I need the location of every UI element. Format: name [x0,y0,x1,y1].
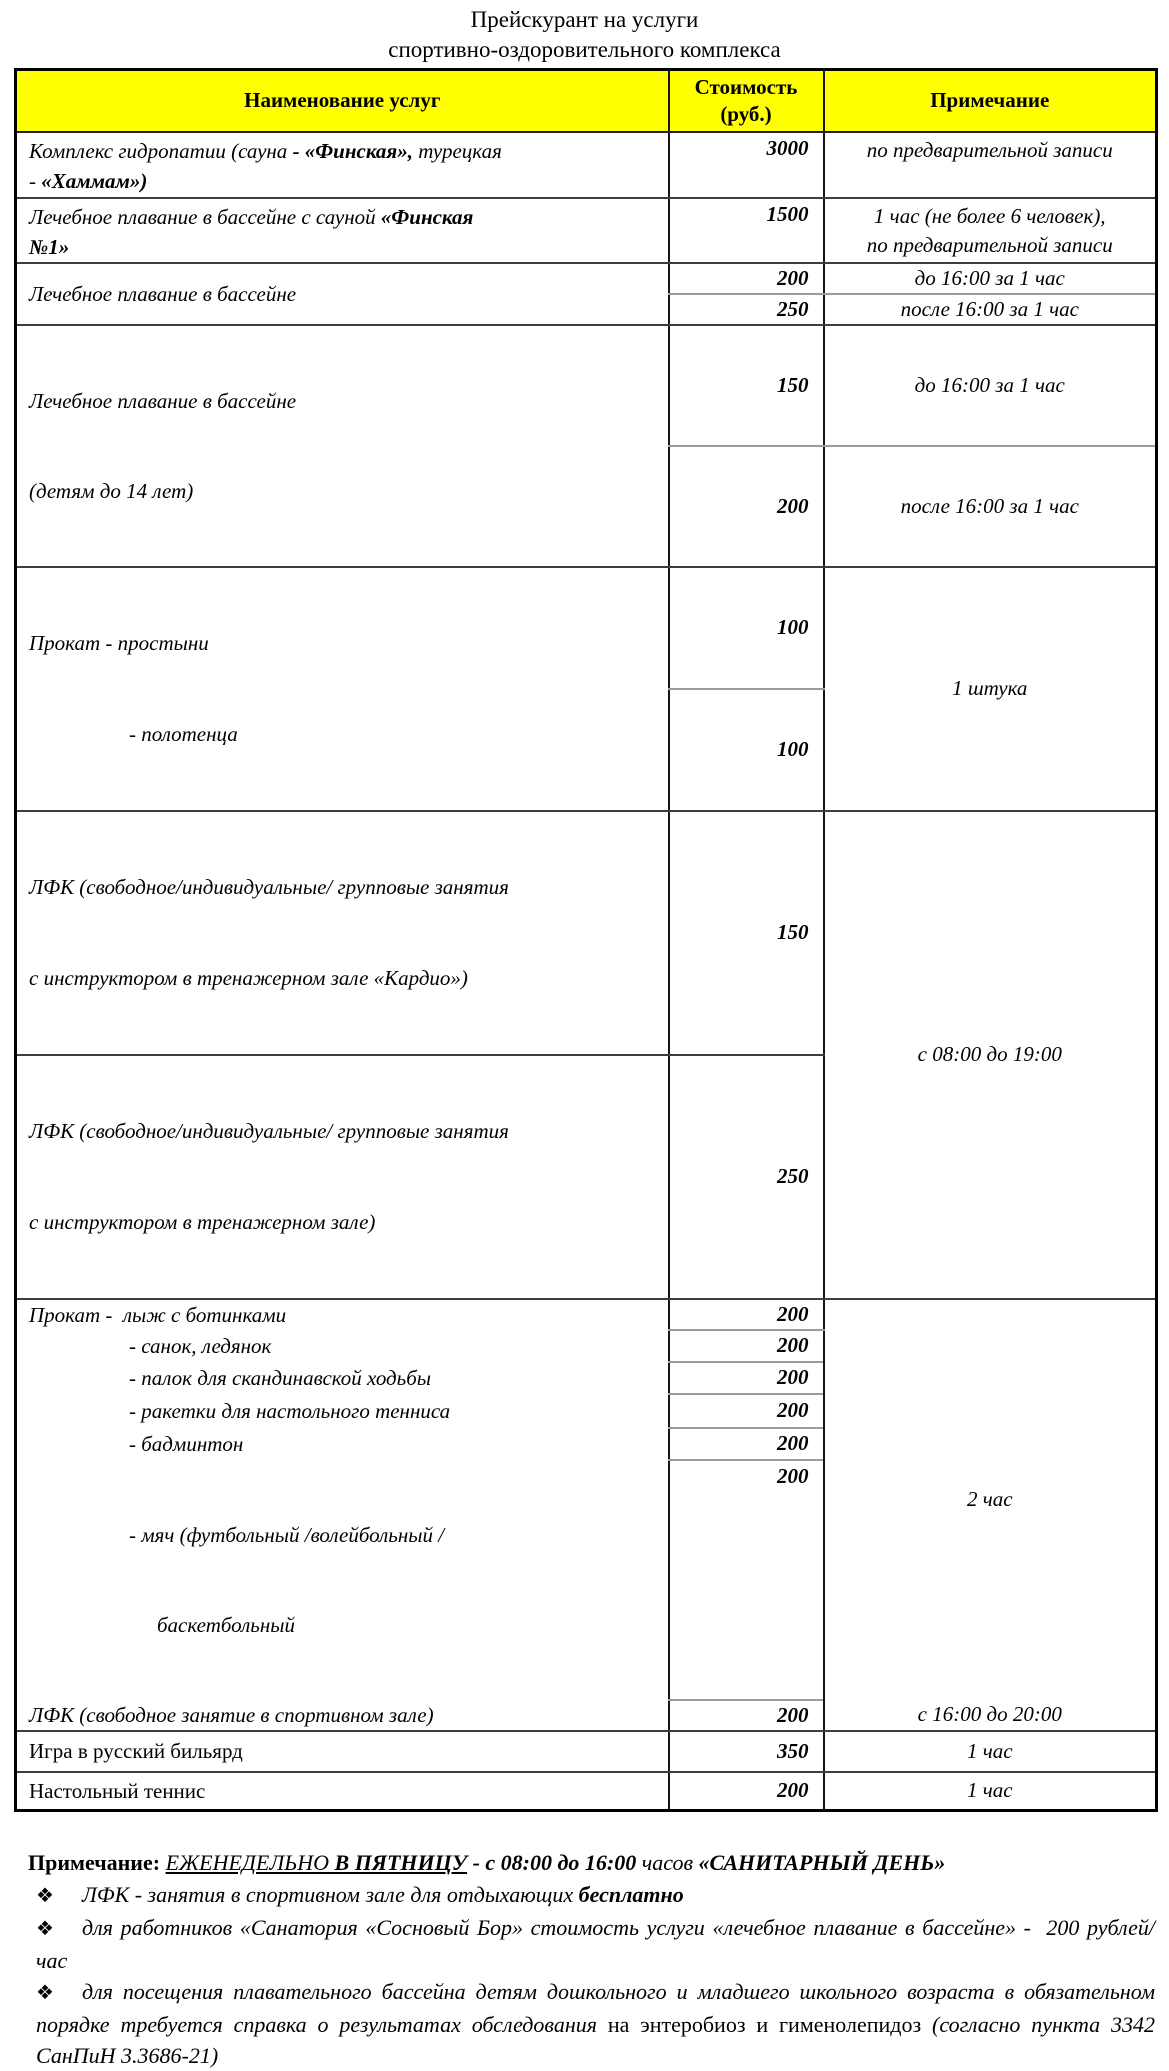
service-note: с 08:00 до 19:00 [824,811,1157,1299]
service-name: Лечебное плавание в бассейне [16,263,669,325]
service-name: Игра в русский бильярд [16,1731,669,1772]
footer-notes [0,1846,1169,2071]
service-price: 100 [669,567,824,689]
title-line1: Прейскурант на услуги [470,7,699,32]
service-price: 200 [669,1394,824,1428]
col-header-note: Примечание [824,70,1157,132]
table-row [16,567,1157,689]
service-note: 1 час [824,1772,1157,1811]
service-note: до 16:00 за 1 час [824,325,1157,446]
table-row [16,1700,1157,1731]
service-note: 2 час [824,1299,1157,1700]
service-price: 100 [669,689,824,811]
service-note: после 16:00 за 1 час [824,294,1157,325]
diamond-bullet-icon: ❖ [36,1982,54,2004]
table-row [16,1772,1157,1811]
service-price: 200 [669,1330,824,1362]
service-price: 250 [669,294,824,325]
service-price: 350 [669,1731,824,1772]
table-row [16,263,1157,294]
footer-bullet-3: ❖ для посещения плавательного бассейна детям дошкольного и младшего школьного возраста в обязательном порядке требуется справка о результатах обследования на энтеробиоз и гименолепидоз (согласно пункта 3342 СанПиН 3.3686-21) [36,1979,1161,2068]
service-name: Прокат - лыж с ботинками [29,1302,287,1327]
service-note: 1 час (не более 6 человек), по предварительной записи [824,198,1157,263]
service-note: по предварительной записи [824,132,1157,198]
service-note: 1 час [824,1731,1157,1772]
table-row [16,1299,1157,1330]
title-line2: спортивно-оздоровительного комплекса [388,37,781,62]
service-name: Настольный теннис [29,1778,206,1803]
service-name: Комплекс гидропатии (сауна - «Финская», турецкая - «Хаммам») [16,132,669,198]
service-price: 250 [669,1055,824,1299]
table-row [16,1731,1157,1772]
service-name: Прокат - простыни - полотенца [16,567,669,811]
footer-bullet-2: ❖ для работников «Санатория «Сосновый Бор» стоимость услуги «лечебное плавание в бассейне» - 200 рублей/час [36,1915,1155,1973]
footer-note-heading: Примечание: ЕЖЕНЕДЕЛЬНО В ПЯТНИЦУ - с 08:00 до 16:00 часов «САНИТАРНЫЙ ДЕНЬ» [28,1850,946,1875]
service-note: до 16:00 за 1 час [824,263,1157,294]
table-row [16,325,1157,446]
table-row [16,132,1157,198]
service-price: 200 [669,1299,824,1330]
service-price: 3000 [669,132,824,198]
service-price: 1500 [669,198,824,263]
service-name: - мяч (футбольный /волейбольный / баскетбольный [129,1522,445,1637]
page-title [0,0,1169,65]
service-name: - санок, ледянок [129,1333,272,1358]
service-note: с 16:00 до 20:00 [824,1700,1157,1731]
service-name: ЛФК (свободное занятие в спортивном зале) [16,1700,669,1731]
service-name: - ракетки для настольного тенниса [129,1398,451,1423]
header-row [16,70,1157,132]
service-name: ЛФК (свободное/индивидуальные/ групповые занятия с инструктором в тренажерном зале «Кардио») [16,811,669,1055]
diamond-bullet-icon: ❖ [36,1885,54,1907]
service-name: Лечебное плавание в бассейне (детям до 14 лет) [16,325,669,567]
col-header-name: Наименование услуг [16,70,669,132]
service-price: 200 [669,1362,824,1394]
col-header-price: Стоимость (руб.) [669,70,824,132]
price-table [14,68,1158,1812]
service-name: - палок для скандинавской ходьбы [129,1365,432,1390]
service-name: Лечебное плавание в бассейне с сауной «Финская №1» [16,198,669,263]
diamond-bullet-icon: ❖ [36,1918,54,1940]
service-name: - бадминтон [129,1431,244,1456]
service-price: 200 [669,1700,824,1731]
footer-bullet-1: ❖ ЛФК - занятия в спортивном зале для отдыхающих бесплатно [36,1879,1155,1912]
service-price: 200 [669,263,824,294]
table-row [16,198,1157,263]
service-note: после 16:00 за 1 час [824,446,1157,567]
service-price: 200 [669,1428,824,1460]
service-name: ЛФК (свободное/индивидуальные/ групповые занятия с инструктором в тренажерном зале) [16,1055,669,1299]
service-price: 150 [669,811,824,1055]
table-row [16,811,1157,1055]
service-price: 200 [669,1772,824,1811]
service-note: 1 штука [824,567,1157,811]
service-price: 150 [669,325,824,446]
service-price: 200 [669,1460,824,1700]
service-price: 200 [669,446,824,567]
